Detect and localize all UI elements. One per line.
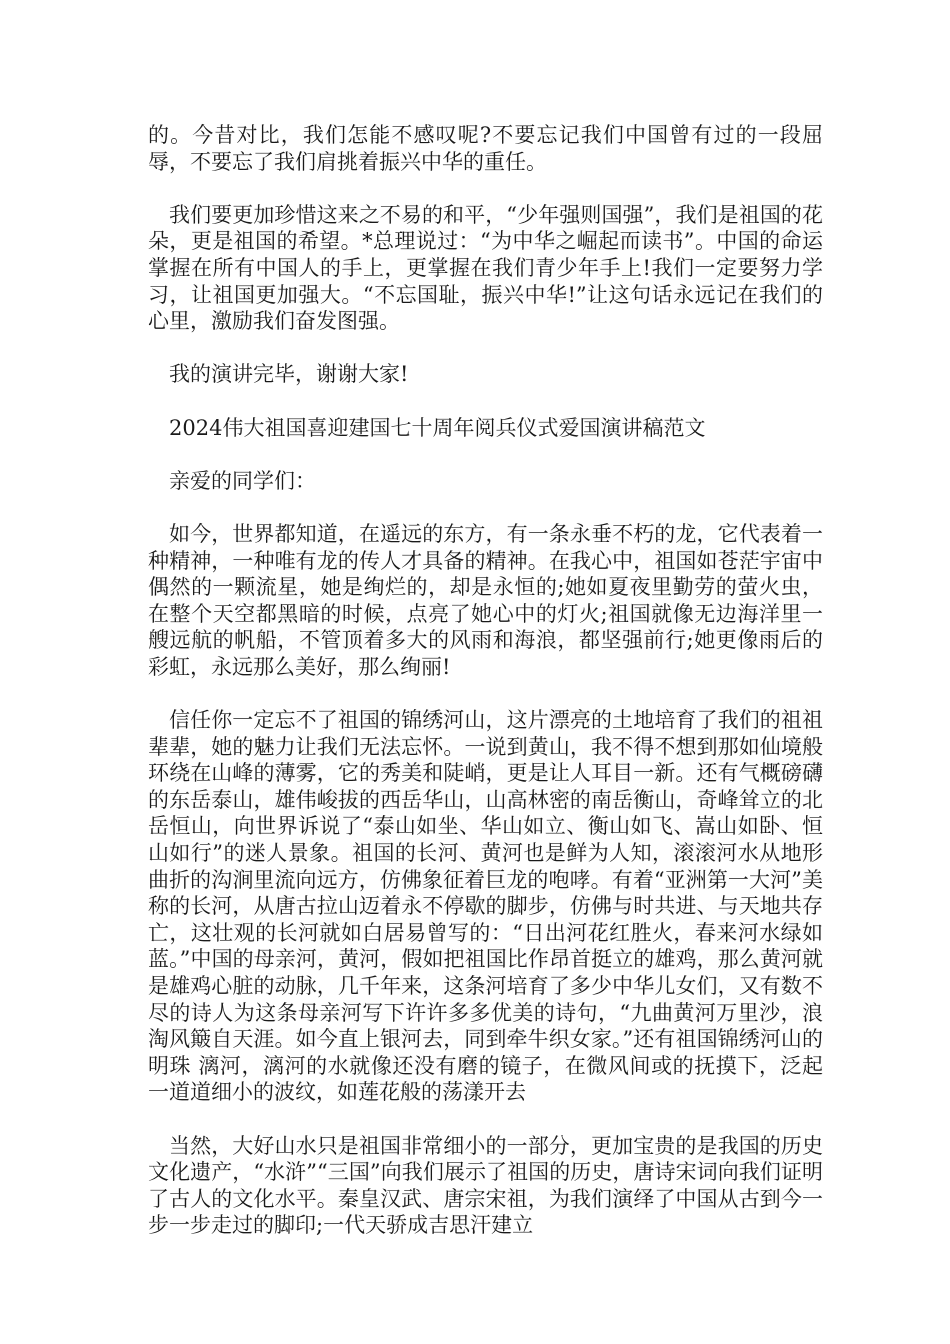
paragraph-continuation: 的。今昔对比，我们怎能不感叹呢?不要忘记我们中国曾有过的一段屈辱，不要忘了我们肩挑着振兴中华的重任。 [148,123,823,174]
paragraph-culture: 当然，大好山水只是祖国非常细小的一部分，更加宝贵的是我国的历史文化遗产，“水浒”“三国”向我们展示了祖国的历史，唐诗宋词向我们证明了古人的文化水平。秦皇汉武、唐宗宋祖，为我们演绎了中国从古到今一步一步走过的脚印;一代天骄成吉思汗建立 [148,1133,823,1238]
paragraph-cherish-peace: 我们要更加珍惜这来之不易的和平，“少年强则国强”，我们是祖国的花朵，更是祖国的希望。*总理说过：“为中华之崛起而读书”。中国的命运掌握在所有中国人的手上，更掌握在我们青少年手上!我们一定要努力学习，让祖国更加强大。“不忘国耻，振兴中华!”让这句话永远记在我们的心里，激励我们奋发图强。 [148,202,823,334]
salutation: 亲爱的同学们： [169,468,316,493]
paragraph-dragon: 如今，世界都知道，在遥远的东方，有一条永垂不朽的龙，它代表着一种精神，一种唯有龙的传人才具备的精神。在我心中，祖国如苍茫宇宙中偶然的一颗流星，她是绚烂的，却是永恒的;她如夏夜里勤劳的萤火虫，在整个天空都黑暗的时候，点亮了她心中的灯火;祖国就像无边海洋里一艘远航的帆船，不管顶着多大的风雨和海浪，都坚强前行;她更像雨后的彩虹，永远那么美好，那么绚丽! [148,521,823,679]
paragraph-mountains-rivers: 信任你一定忘不了祖国的锦绣河山，这片漂亮的土地培育了我们的祖祖辈辈，她的魅力让我们无法忘怀。一说到黄山，我不得不想到那如仙境般环绕在山峰的薄雾，它的秀美和陡峭，更是让人耳目一新。还有气概磅礴的东岳泰山，雄伟峻拔的西岳华山，山高林密的南岳衡山，奇峰耸立的北岳恒山，向世界诉说了“泰山如坐、华山如立、衡山如飞、嵩山如卧、恒山如行”的迷人景象。祖国的长河、黄河也是鲜为人知，滚滚河水从地形曲折的沟涧里流向远方，仿佛象征着巨龙的咆哮。有着“亚洲第一大河”美称的长河，从唐古拉山迈着永不停歇的脚步，仿佛与时共进、与天地共存亡，这壮观的长河就如白居易曾写的：“日出河花红胜火，春来河水绿如蓝。”中国的母亲河，黄河，假如把祖国比作昂首挺立的雄鸡，那么黄河就是雄鸡心脏的动脉，几千年来，这条河培育了多少中华儿女们，又有数不尽的诗人为这条母亲河写下许许多多优美的诗句，“九曲黄河万里沙，浪淘风簸自天涯。如今直上银河去，同到牵牛织女家。”还有祖国锦绣河山的明珠 漓河，漓河的水就像还没有磨的镜子，在微风间或的抚摸下，泛起一道道细小的波纹，如莲花般的荡漾开去 [148,708,823,1105]
speech-title: 2024伟大祖国喜迎建国七十周年阅兵仪式爱国演讲稿范文 [169,415,706,440]
paragraph-closing: 我的演讲完毕，谢谢大家! [169,362,409,387]
document-page [148,122,823,1239]
